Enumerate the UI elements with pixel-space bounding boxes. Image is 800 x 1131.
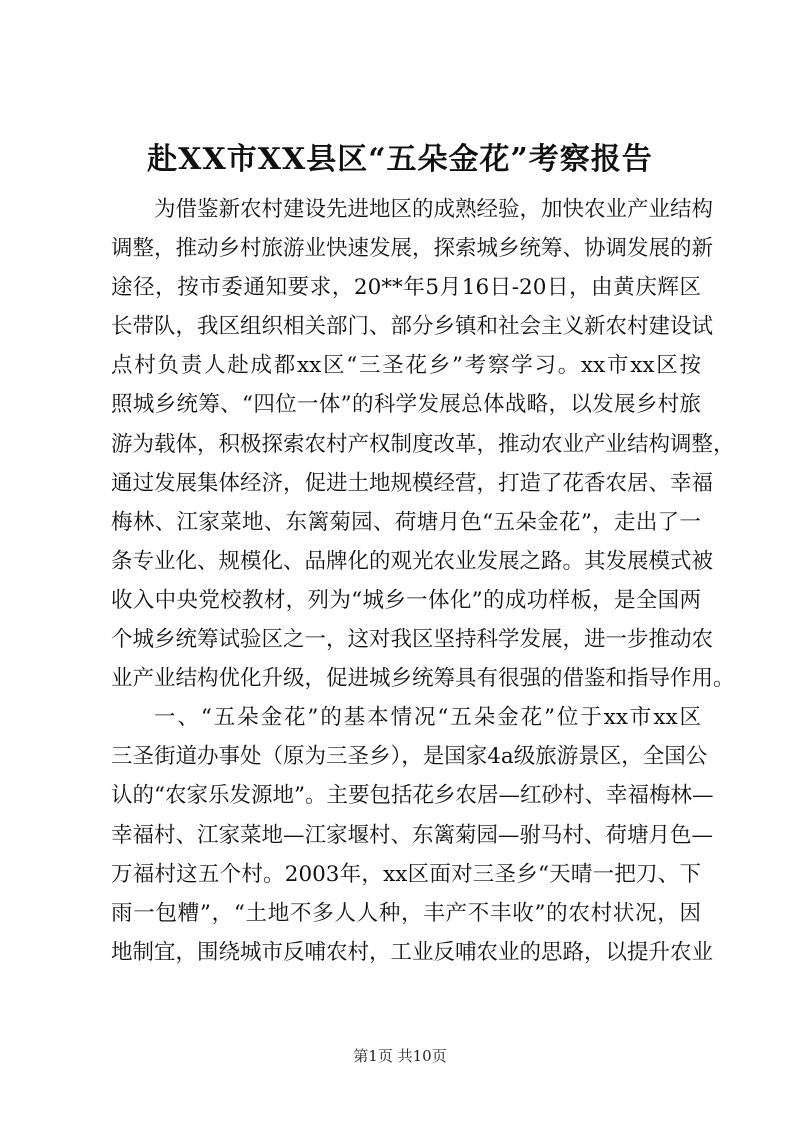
paragraph-1-line: 途径，按市委通知要求，20**年5月16日-20日，由黄庆辉区 (111, 275, 701, 301)
document-body (111, 190, 735, 972)
paragraph-1-line: 梅林、江家菜地、东篱菊园、荷塘月色“五朵金花”，走出了一 (111, 509, 701, 535)
paragraph-1-line: 为借鉴新农村建设先进地区的成熟经验，加快农业产业结构 (154, 197, 714, 222)
paragraph-2-line: 三圣街道办事处（原为三圣乡），是国家4a级旅游景区，全国公 (111, 744, 708, 770)
paragraph-2-line: 认的“农家乐发源地”。主要包括花乡农居—红砂村、幸福梅林— (111, 783, 714, 809)
paragraph-2-line: 万福村这五个村。2003年，xx区面对三圣乡“天晴一把刀、下 (111, 861, 701, 887)
paragraph-1-line: 条专业化、规模化、品牌化的观光农业发展之路。其发展模式被 (111, 548, 714, 574)
page-number-footer: 第1页 共10页 (353, 1047, 447, 1065)
paragraph-1-line: 个城乡统筹试验区之一，这对我区坚持科学发展，进一步推动农 (111, 627, 714, 653)
paragraph-2-line: 地制宜，围绕城市反哺农村，工业反哺农业的思路，以提升农业 (111, 939, 714, 965)
paragraph-1-line: 游为载体，积极探索农村产权制度改革，推动农业产业结构调整， (111, 431, 735, 457)
paragraph-1-line: 点村负责人赴成都xx区“三圣花乡”考察学习。xx市xx区按 (111, 353, 701, 379)
paragraph-2-line: 一、“五朵金花”的基本情况“五朵金花”位于xx市xx区 (154, 705, 701, 731)
paragraph-1-line: 通过发展集体经济，促进土地规模经营，打造了花香农居、幸福 (111, 470, 714, 496)
paragraph-1-line: 长带队，我区组织相关部门、部分乡镇和社会主义新农村建设试 (111, 314, 714, 340)
paragraph-2-line: 幸福村、江家菜地—江家堰村、东篱菊园—驸马村、荷塘月色— (111, 822, 714, 848)
paragraph-2-line: 雨一包糟”，“土地不多人人种，丰产不丰收”的农村状况，因 (111, 900, 701, 926)
paragraph-1-line: 业产业结构优化升级，促进城乡统筹具有很强的借鉴和指导作用。 (111, 666, 735, 692)
paragraph-1-line: 调整，推动乡村旅游业快速发展，探索城乡统筹、协调发展的新 (111, 236, 714, 262)
document-title: 赴XX市XX县区“五朵金花”考察报告 (147, 142, 653, 177)
paragraph-1-line: 照城乡统筹、“四位一体”的科学发展总体战略，以发展乡村旅 (111, 392, 701, 418)
paragraph-1-line: 收入中央党校教材，列为“城乡一体化”的成功样板，是全国两 (111, 587, 701, 613)
